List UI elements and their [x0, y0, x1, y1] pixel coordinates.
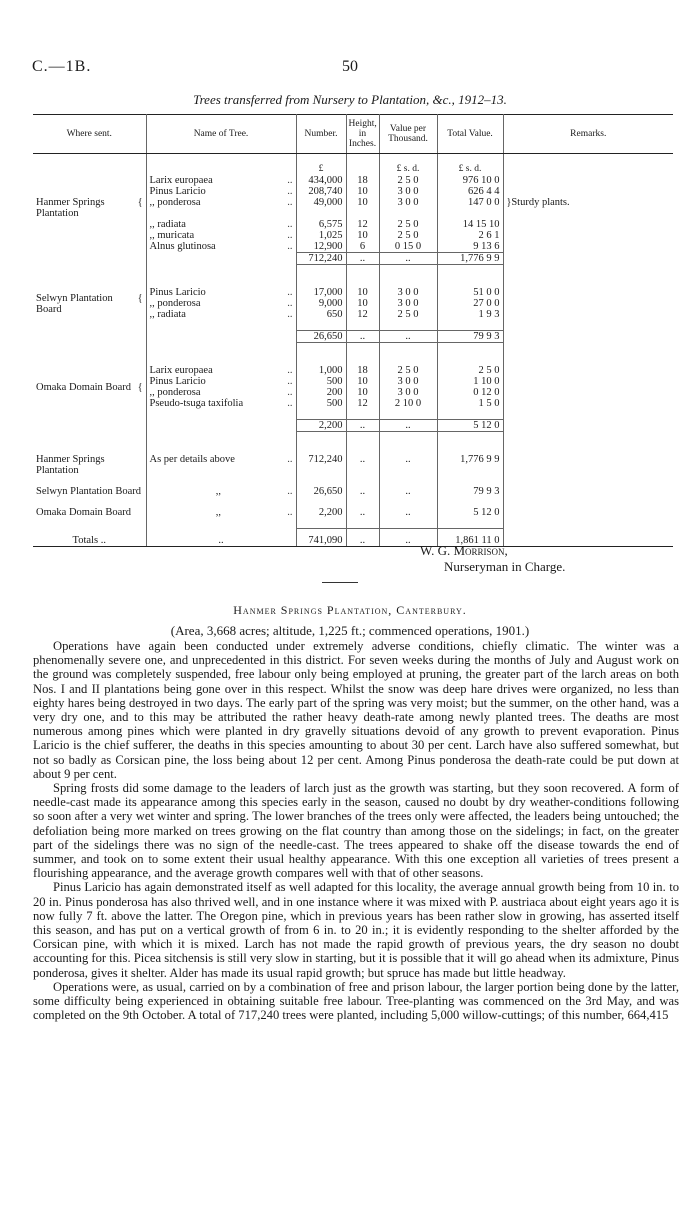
tree-value: 3 0 0	[379, 287, 437, 298]
tree-number: 9,000	[296, 298, 346, 309]
table-row: ,, radiata .. 6,575 12 2 5 0 14 15 10	[33, 219, 673, 230]
totals-total: 1,861 11 0	[437, 529, 503, 547]
tree-name: ,, ponderosa	[149, 387, 201, 398]
tree-height: 6	[346, 241, 379, 253]
paragraph: Operations were, as usual, carried on by a combination of free and prison labour, the larger portion being done by the latter, some difficulty being experienced in obtaining suitable free labour. Tree-planting was commenced on the 3rd May, and was completed on the 9th October. A total of 717,240 trees were planted, including 5,000 willow-cuttings; of this number, 664,415	[33, 979, 679, 1023]
tree-value: 2 5 0	[379, 230, 437, 241]
tree-total: 1 9 3	[437, 309, 503, 320]
signature-block	[420, 543, 565, 575]
tree-number: 6,575	[296, 219, 346, 230]
table-row: Larix europaea .. 434,000 18 2 5 0 976 10 0	[33, 175, 673, 186]
paragraph: Pinus Laricio has again demonstrated itself as well adapted for this locality, the average annual growth being from 10 in. to 20 in. Pinus ponderosa has also thrived well, and in one instance where it was mixed with P. austriaca about eight years ago it is now fully 7 ft. above the latter. The Oregon pine, which in previous years has been rather slow in growing, has asserted itself this season, and has put on a vertical growth of from 6 in. to 20 in.; it is evidently responding to the shelter afforded by the Corsican pine, with which it is mixed. Larch has not made the rapid growth of previous years, the dry season no doubt accounting for this. Picea sitchensis is still very slow in starting, but it is possible that it will go ahead when its admixture, Pinus ponderosa, gives it shelter. Alder has made its usual rapid growth; but spruce has made but little headway.	[33, 880, 679, 980]
subtotal-number: 26,650	[296, 331, 346, 343]
tree-height: 10	[346, 287, 379, 298]
tree-name: Pinus Laricio	[149, 376, 206, 387]
tree-total: 1 10 0	[437, 376, 503, 387]
tree-value: 2 5 0	[379, 365, 437, 376]
tree-total: 626 4 4	[437, 186, 503, 197]
tree-value: 3 0 0	[379, 387, 437, 398]
tree-name: Larix europaea	[149, 365, 213, 376]
tree-number: 434,000	[296, 175, 346, 186]
summary-place: Hanmer Springs Plantation	[33, 454, 146, 476]
tree-name: ,, muricata	[149, 230, 195, 241]
col-total-value: Total Value.	[437, 115, 503, 154]
summary-row: Hanmer Springs Plantation As per details above .. 712,240 .. .. 1,776 9 9	[33, 454, 673, 476]
tree-number: 208,740	[296, 186, 346, 197]
subtotal-row: 2,200 .. .. 5 12 0	[33, 420, 673, 432]
subtotal-total: 5 12 0	[437, 420, 503, 432]
summary-place: Selwyn Plantation Board	[33, 486, 146, 497]
tree-height: 12	[346, 398, 379, 409]
summary-row: Omaka Domain Board ,, .. 2,200 .. .. 5 12 0	[33, 507, 673, 518]
tree-total: 1 5 0	[437, 398, 503, 409]
tree-name: Pinus Laricio	[149, 186, 206, 197]
signature-name: W. G. Morrison,	[420, 543, 508, 558]
tree-total: 51 0 0	[437, 287, 503, 298]
page-number: 50	[342, 58, 358, 75]
subtotal-number: 712,240	[296, 253, 346, 265]
tree-height: 10	[346, 387, 379, 398]
destination-name: { Selwyn Plantation Board	[33, 287, 146, 320]
tree-value: 2 5 0	[379, 175, 437, 186]
summary-total: 1,776 9 9	[437, 454, 503, 476]
subtotal-row: 712,240 .. .. 1,776 9 9	[33, 253, 673, 265]
summary-number: 712,240	[296, 454, 346, 476]
totals-label: Totals ..	[33, 529, 146, 547]
table-row: { Hanmer Springs Plantation ,, ponderosa .. 49,000 10 3 0 0 147 0 0 }Sturdy plants.	[33, 197, 673, 219]
section-title: Hanmer Springs Plantation, Canterbury.	[233, 603, 467, 617]
table-row: Pinus Laricio .. 208,740 10 3 0 0 626 4 4	[33, 186, 673, 197]
tree-value: 2 5 0	[379, 309, 437, 320]
col-value-per-thousand: Value per Thousand.	[379, 115, 437, 154]
tree-height: 12	[346, 219, 379, 230]
tree-total: 0 12 0	[437, 387, 503, 398]
tree-total: 14 15 10	[437, 219, 503, 230]
totals-number: 741,090	[296, 529, 346, 547]
tree-name: Pinus Laricio	[149, 287, 206, 298]
tree-height: 10	[346, 197, 379, 219]
tree-value: 3 0 0	[379, 298, 437, 309]
table-row: { Selwyn Plantation Board Pinus Laricio .. 17,000 10 3 0 0 51 0 0	[33, 287, 673, 298]
table-row: ,, ponderosa .. 9,000 10 3 0 0 27 0 0	[33, 298, 673, 309]
tree-value: 3 0 0	[379, 197, 437, 219]
section-divider	[322, 582, 358, 583]
paragraph: Spring frosts did some damage to the leaders of larch just as the growth was starting, but they soon recovered. A form of needle-cast made its appearance among this species early in the season, caused no doubt by dry weather-conditions following so soon after a very wet winter and spring. The lower branches of the trees only were affected, the leaders being untouched; the defoliation being more marked on trees growing on the flat country than among those on the sidelings; in fact, on the greater part of the sidelings there was no sign of the needle-cast. The trees appeared to shake off the disease towards the end of summer, and took on to some extent their usual healthy appearance. With this one exception all varieties of trees present a flourishing appearance, and the average growth compares well with that of other seasons.	[33, 781, 679, 881]
trees-transferred-table	[33, 114, 673, 547]
tree-number: 200	[296, 387, 346, 398]
table-row: Pseudo-tsuga taxifolia .. 500 12 2 10 0 1 5 0	[33, 398, 673, 409]
tree-value: 0 15 0	[379, 241, 437, 253]
tree-number: 12,900	[296, 241, 346, 253]
destination-name: { Omaka Domain Board	[33, 365, 146, 409]
tree-total: 147 0 0	[437, 197, 503, 219]
paragraph: Operations have again been conducted under extremely adverse conditions, chiefly climatic. The winter was a phenomenally severe one, and unprecedented in this district. For seven weeks during the months of July and August work on the ground was completely suspended, free labour only being employed at pruning, the greater part of the larch areas on both Nos. I and II plantations being gone over in this respect. Whilst the snow was deep hare drives were organized, no less than eighty hares being destroyed in two days. The early part of the spring was very moist; but the summer, on the other hand, was a very dry one, and to this may be attributed the rather heavy death-rate among newly planted trees. The deaths are most numerous among pines which were planted in dry gravelly situations devoid of any growth to prevent evaporation. Pinus Laricio is the chief sufferer, the deaths in this species amounting to about 30 per cent. Larch have also suffered somewhat, but not so badly as Corsican pine, the loss being about 12 per cent. Among Pinus ponderosa the death-rate could be put down at about 9 per cent.	[33, 639, 679, 781]
tree-height: 10	[346, 230, 379, 241]
table-header-row	[33, 115, 673, 154]
col-height: Height, in Inches.	[346, 115, 379, 154]
tree-number: 17,000	[296, 287, 346, 298]
tree-number: 650	[296, 309, 346, 320]
summary-place: Omaka Domain Board	[33, 507, 146, 518]
tree-value: 3 0 0	[379, 186, 437, 197]
tree-height: 10	[346, 186, 379, 197]
tree-name: ,, ponderosa	[149, 298, 201, 309]
unit-value: £ s. d.	[379, 164, 437, 175]
signature-title: Nurseryman in Charge.	[444, 559, 566, 574]
tree-height: 18	[346, 175, 379, 186]
tree-number: 1,000	[296, 365, 346, 376]
units-row	[33, 164, 673, 175]
page-header-code: C.—1B.	[32, 58, 92, 75]
col-remarks: Remarks.	[503, 115, 673, 154]
tree-number: 49,000	[296, 197, 346, 219]
destination-name: { Hanmer Springs Plantation	[33, 197, 146, 219]
summary-total: 5 12 0	[437, 507, 503, 518]
table-row: Alnus glutinosa .. 12,900 6 0 15 0 9 13 6	[33, 241, 673, 253]
subtotal-total: 1,776 9 9	[437, 253, 503, 265]
tree-number: 500	[296, 376, 346, 387]
tree-name: ,, radiata	[149, 219, 186, 230]
tree-total: 2 5 0	[437, 365, 503, 376]
tree-height: 10	[346, 376, 379, 387]
report-body	[33, 639, 679, 1022]
summary-tree: As per details above	[149, 454, 235, 465]
tree-value: 2 10 0	[379, 398, 437, 409]
summary-tree: ,,	[215, 486, 221, 497]
table-row: ,, ponderosa .. 200 10 3 0 0 0 12 0	[33, 387, 673, 398]
tree-name: Pseudo-tsuga taxifolia	[149, 398, 244, 409]
tree-value: 2 5 0	[379, 219, 437, 230]
unit-total: £ s. d.	[437, 164, 503, 175]
totals-row: Totals .. .. 741,090 .. .. 1,861 11 0	[33, 529, 673, 547]
subtotal-number: 2,200	[296, 420, 346, 432]
summary-number: 2,200	[296, 507, 346, 518]
table-row: { Omaka Domain Board Larix europaea .. 1,000 18 2 5 0 2 5 0	[33, 365, 673, 376]
tree-height: 18	[346, 365, 379, 376]
subtotal-row: 26,650 .. .. 79 9 3	[33, 331, 673, 343]
summary-row: Selwyn Plantation Board ,, .. 26,650 .. .. 79 9 3	[33, 486, 673, 497]
tree-total: 27 0 0	[437, 298, 503, 309]
col-number: Number.	[296, 115, 346, 154]
tree-name: Larix europaea	[149, 175, 213, 186]
tree-name: Alnus glutinosa	[149, 241, 216, 252]
summary-number: 26,650	[296, 486, 346, 497]
summary-total: 79 9 3	[437, 486, 503, 497]
tree-name: ,, radiata	[149, 309, 186, 320]
tree-height: 10	[346, 298, 379, 309]
remarks-cell: }Sturdy plants.	[506, 197, 570, 208]
table-row: ,, muricata .. 1,025 10 2 5 0 2 6 1	[33, 230, 673, 241]
table-title: Trees transferred from Nursery to Plantation, &c., 1912–13.	[193, 92, 507, 107]
section-details: (Area, 3,668 acres; altitude, 1,225 ft.; commenced operations, 1901.)	[170, 623, 530, 638]
col-tree-name: Name of Tree.	[146, 115, 296, 154]
col-where-sent: Where sent.	[33, 115, 146, 154]
remarks-text: Sturdy plants.	[511, 197, 570, 208]
table-row: ,, radiata .. 650 12 2 5 0 1 9 3	[33, 309, 673, 320]
subtotal-total: 79 9 3	[437, 331, 503, 343]
tree-value: 3 0 0	[379, 376, 437, 387]
summary-tree: ,,	[215, 507, 221, 518]
tree-name: ,, ponderosa	[149, 197, 201, 208]
tree-height: 12	[346, 309, 379, 320]
tree-total: 2 6 1	[437, 230, 503, 241]
tree-number: 500	[296, 398, 346, 409]
unit-number: £	[296, 164, 346, 175]
tree-total: 976 10 0	[437, 175, 503, 186]
tree-number: 1,025	[296, 230, 346, 241]
tree-total: 9 13 6	[437, 241, 503, 253]
table-row: Pinus Laricio .. 500 10 3 0 0 1 10 0	[33, 376, 673, 387]
